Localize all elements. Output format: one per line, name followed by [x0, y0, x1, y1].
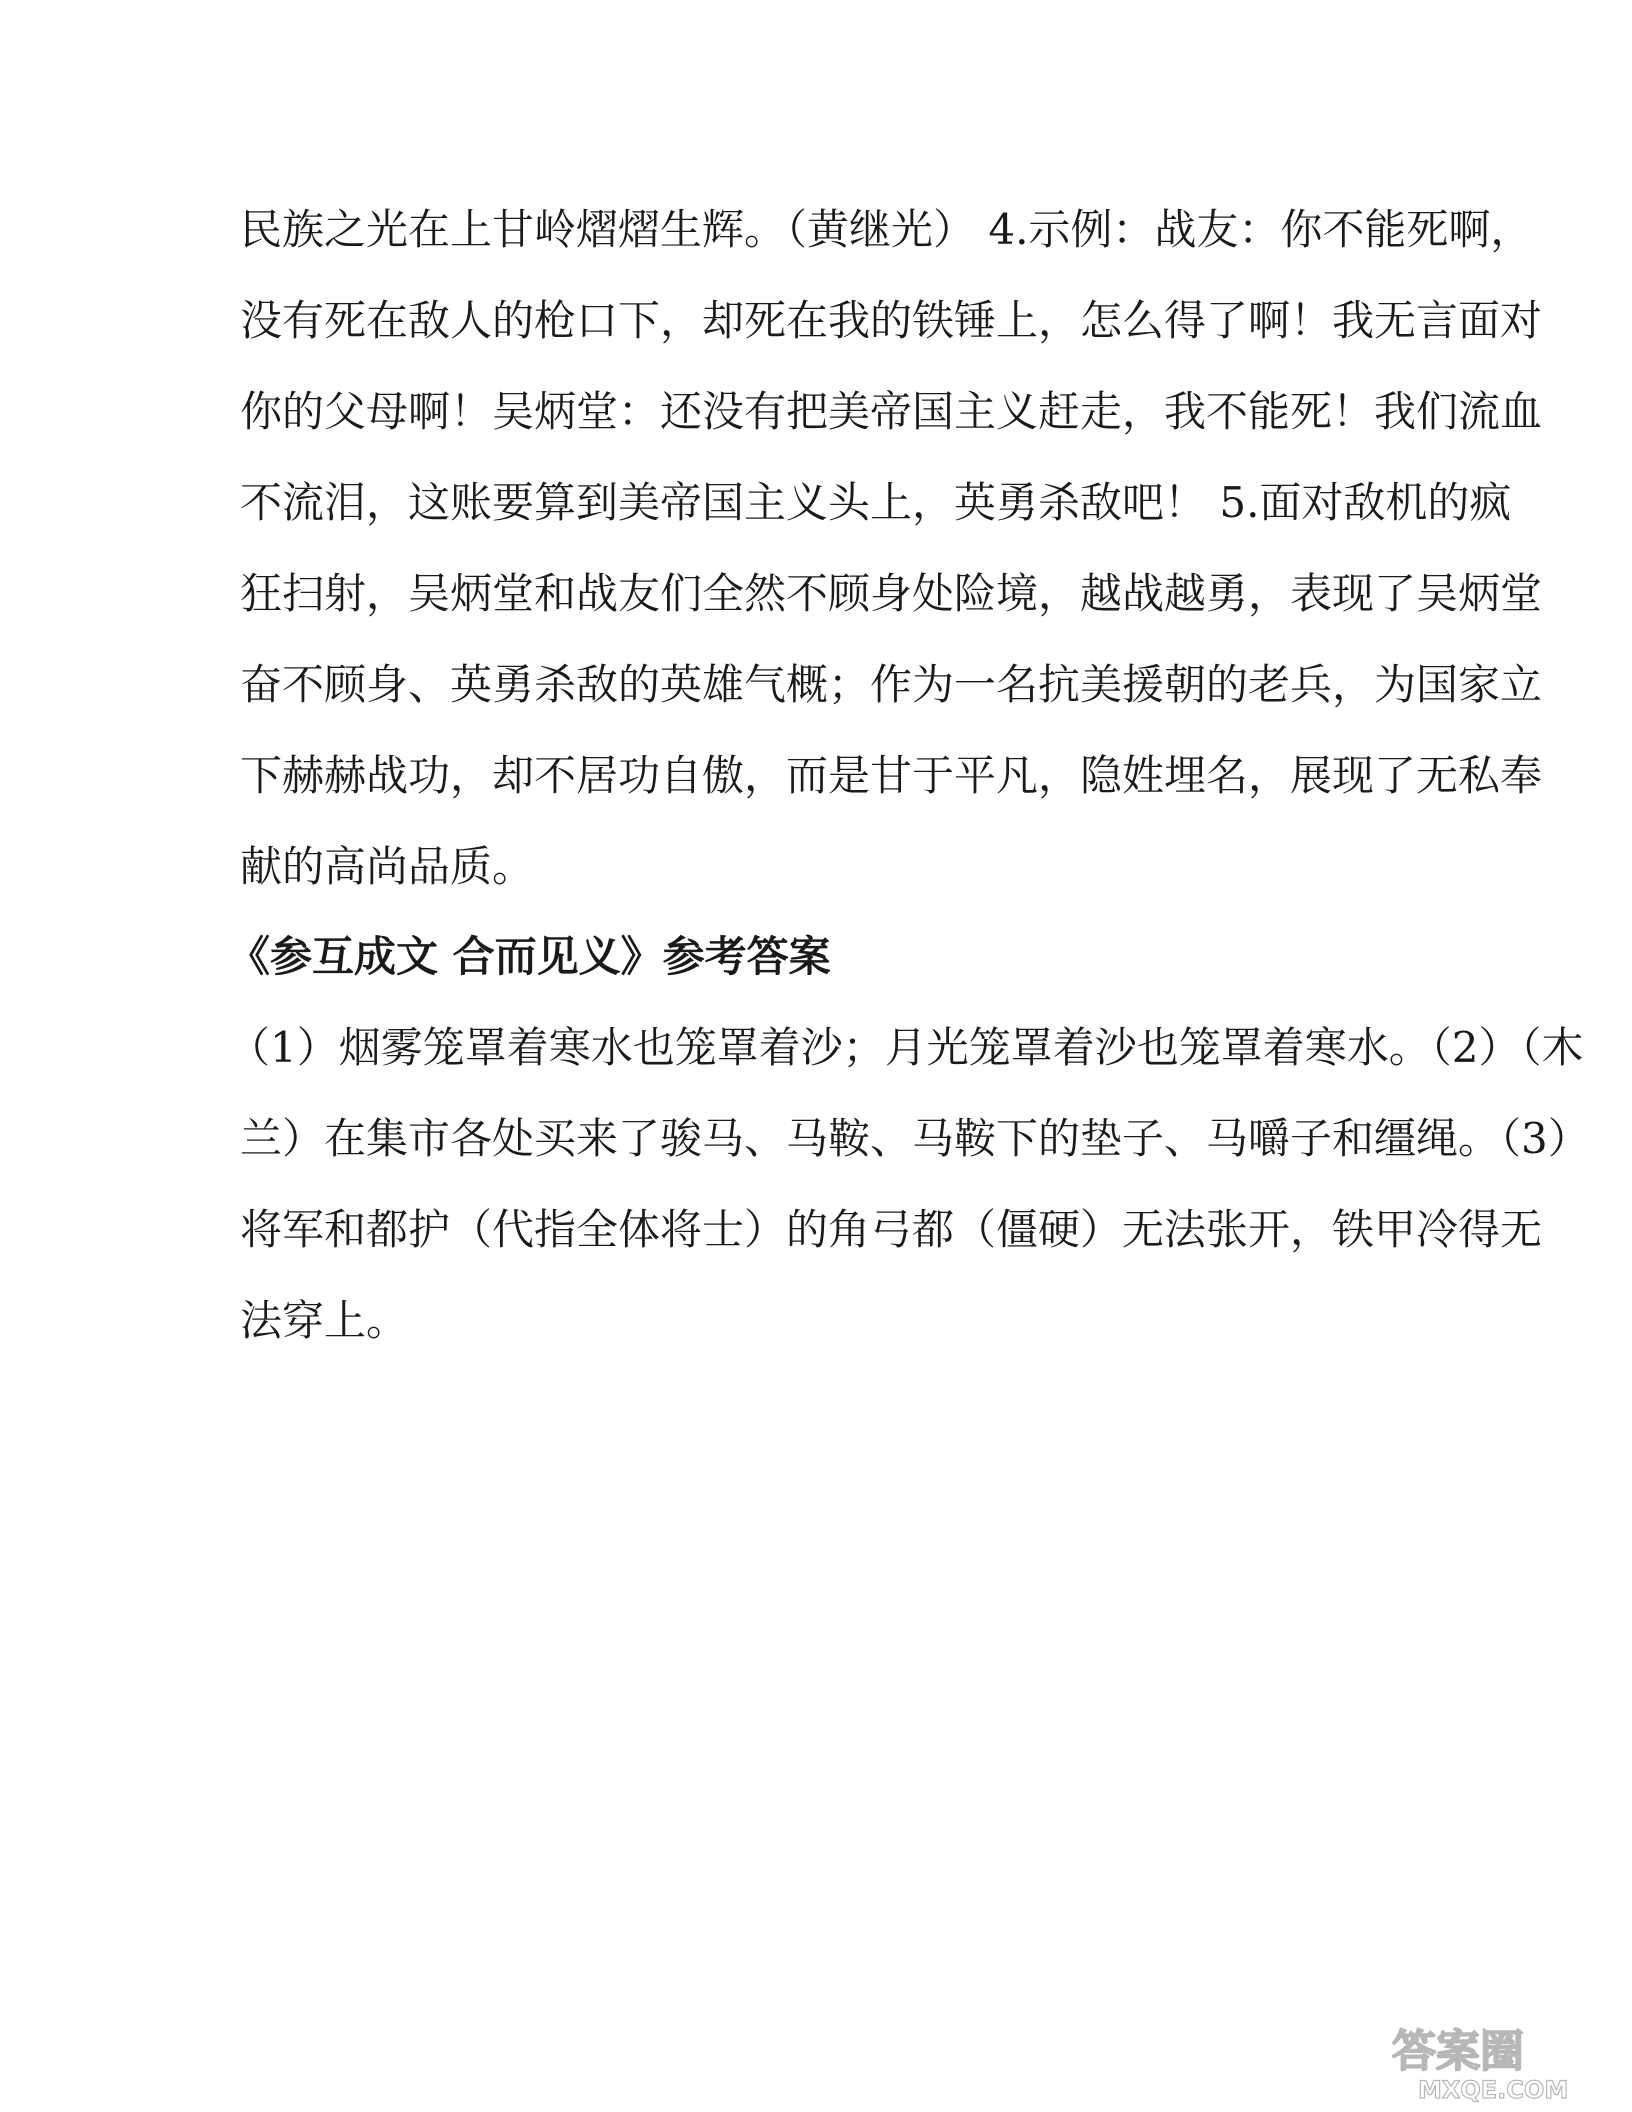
- section-answer-line-3: 将军和都护（代指全体将士）的角弓都（僵硬）无法张开，铁甲冷得无: [240, 1205, 1543, 1254]
- answer-line-8: 献的高尚品质。: [240, 842, 535, 891]
- watermark-text-cn: 答案圈: [1392, 2026, 1524, 2077]
- watermark-text-en: MXQE.COM: [1418, 2076, 1569, 2104]
- answer-line-5: 狂扫射，吴炳堂和战友们全然不顾身处险境，越战越勇，表现了吴炳堂: [240, 569, 1543, 618]
- answer-line-2: 没有死在敌人的枪口下，却死在我的铁锤上，怎么得了啊！我无言面对: [240, 296, 1543, 345]
- answer-line-7: 下赫赫战功，却不居功自傲，而是甘于平凡，隐姓埋名，展现了无私奉: [240, 751, 1543, 800]
- answer-line-4: 不流泪，这账要算到美帝国主义头上，英勇杀敌吧！ 5.面对敌机的疯: [240, 478, 1512, 527]
- section-answer-line-2: 兰）在集市各处买来了骏马、马鞍、马鞍下的垫子、马嚼子和缰绳。（3）: [240, 1114, 1590, 1163]
- section-heading: 《参互成文 合而见义》参考答案: [228, 932, 831, 981]
- section-answer-line-1: （1）烟雾笼罩着寒水也笼罩着沙；月光笼罩着沙也笼罩着寒水。（2）（木: [228, 1023, 1584, 1072]
- answer-line-1: 民族之光在上甘岭熠熠生辉。（黄继光） 4.示例：战友：你不能死啊，: [240, 205, 1533, 254]
- answer-line-6: 奋不顾身、英勇杀敌的英雄气概；作为一名抗美援朝的老兵，为国家立: [240, 660, 1543, 709]
- section-answer-line-4: 法穿上。: [240, 1296, 409, 1345]
- watermark-logo-icon: [1384, 2014, 1614, 2104]
- watermark-logo: [1384, 2014, 1614, 2104]
- answer-line-3: 你的父母啊！吴炳堂：还没有把美帝国主义赶走，我不能死！我们流血: [240, 387, 1543, 436]
